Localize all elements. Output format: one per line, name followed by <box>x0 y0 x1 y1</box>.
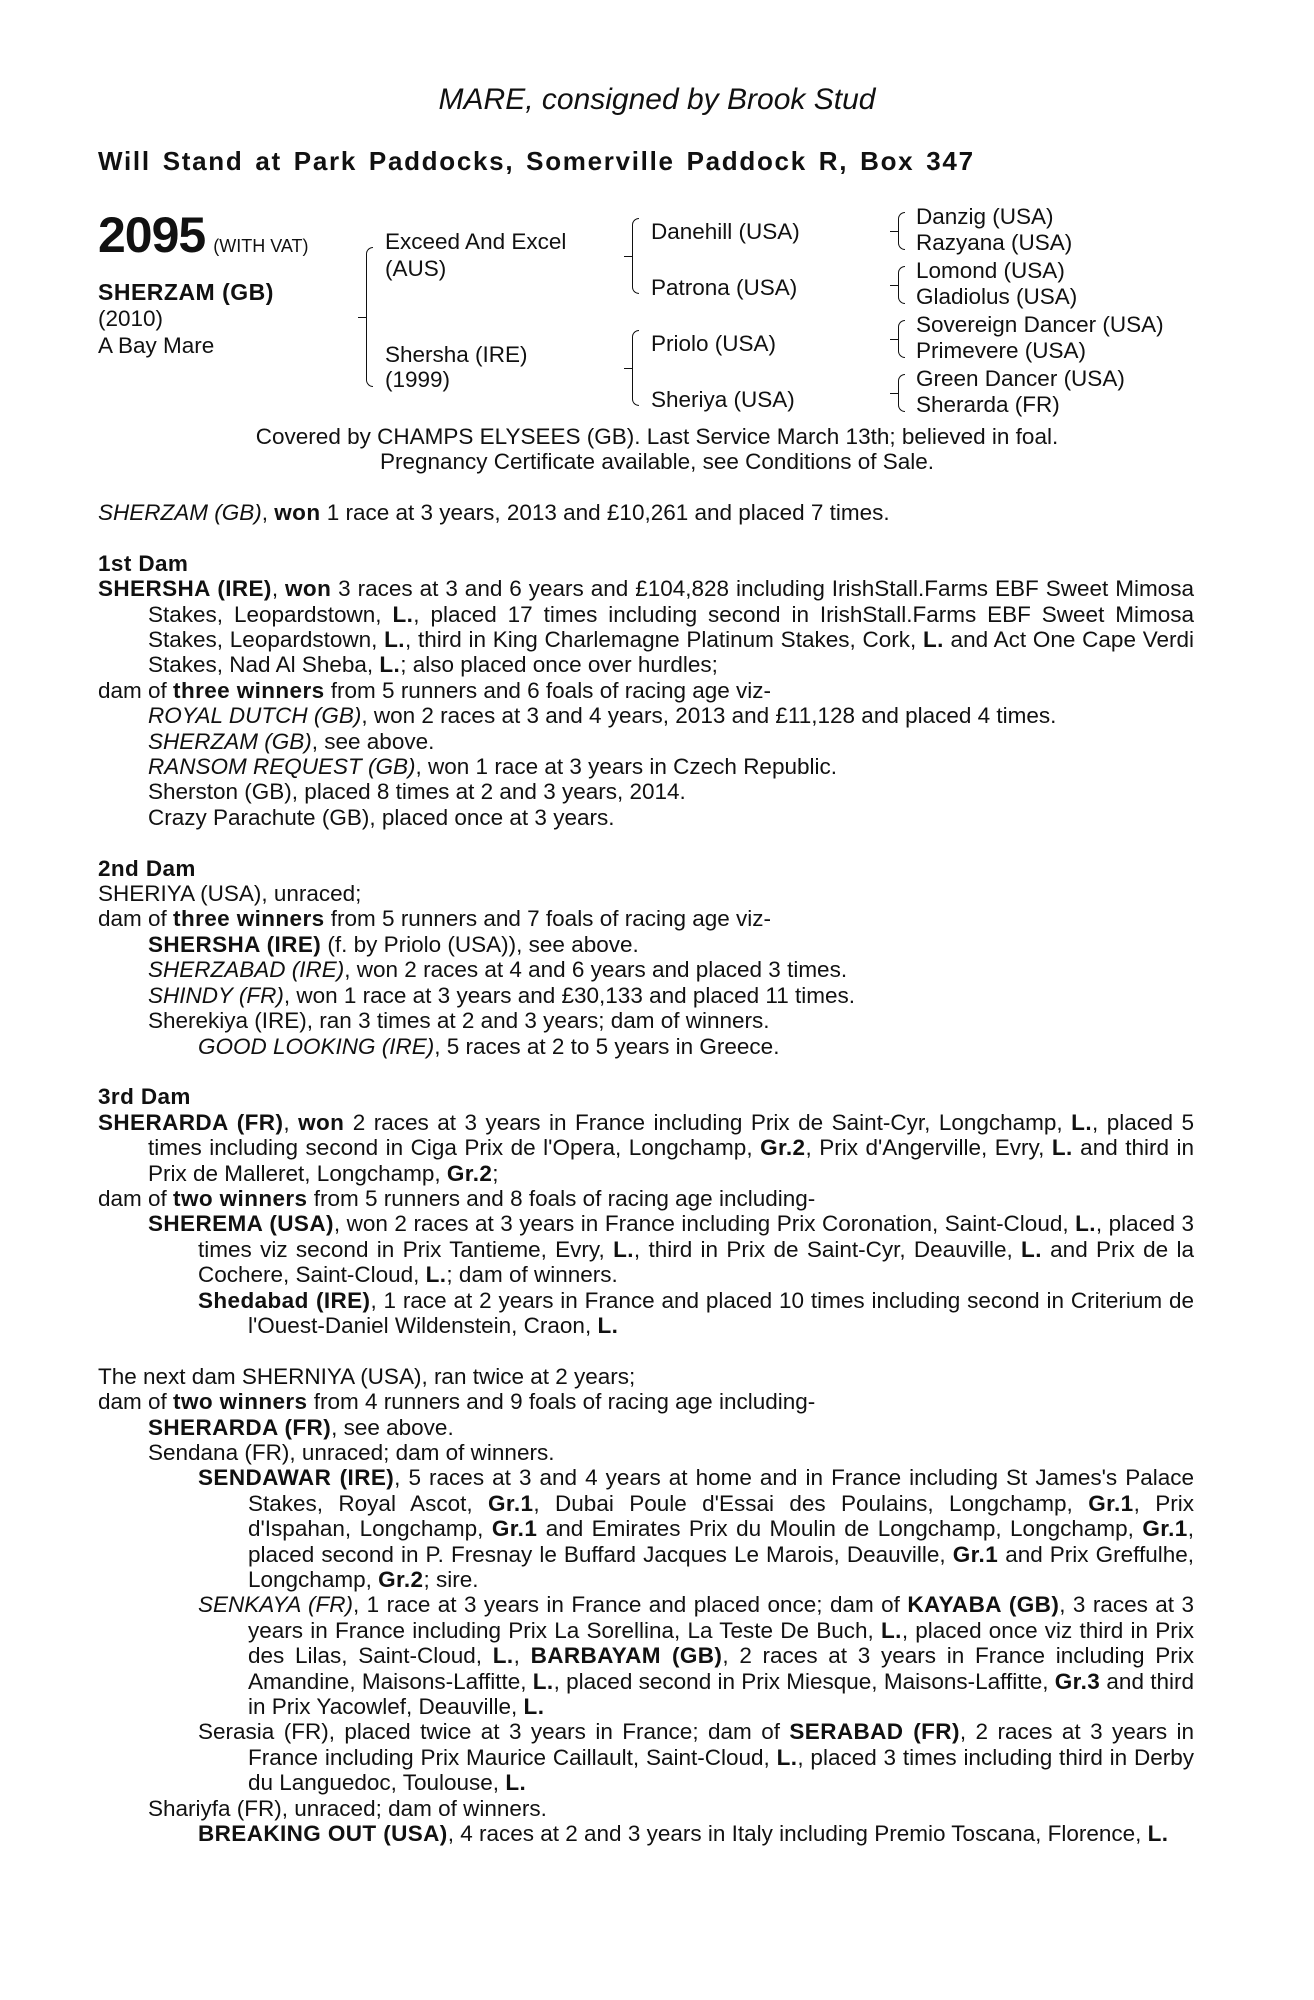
first-dam-won: won <box>285 576 332 602</box>
text: and Prix de la Cochere, Saint-Cloud, <box>198 1236 1194 1288</box>
third-dam-heading: 3rd Dam <box>98 1084 191 1110</box>
sire-line-brace <box>632 218 639 294</box>
dam-of-winners: two winners <box>173 1185 308 1211</box>
intro-won: won <box>274 500 321 525</box>
text: Serasia (FR), placed twice at 3 years in France; dam of <box>198 1719 790 1745</box>
group-mark: Gr.3 <box>1054 1668 1101 1694</box>
horse-year: (2010) <box>98 306 164 332</box>
dam-of-winners: two winners <box>173 1389 308 1415</box>
progeny-item: Sherekiya (IRE), ran 3 times at 2 and 3 years; dam of winners. <box>148 1008 770 1034</box>
text: , 3 races at 3 years in France including Prix La Sorellina, La Teste De Buch, <box>248 1592 1194 1643</box>
pedigree-dam-year: (1999) <box>385 367 451 392</box>
text: , Prix d'Ispahan, Longchamp, <box>248 1490 1194 1542</box>
text: , Dubai Poule d'Essai des Poulains, Longchamp, <box>533 1490 1089 1516</box>
listed-mark: L. <box>532 1668 554 1694</box>
sire-dam-brace <box>366 247 373 387</box>
covering-line-1: Covered by CHAMPS ELYSEES (GB). Last Service March 13th; believed in foal. <box>255 424 1059 449</box>
text: , placed second in Prix Miesque, Maisons-Laffitte, <box>553 1668 1055 1694</box>
first-dam-text: and Act One Cape Verdi Stakes, Nad Al Sheba, <box>148 627 1194 678</box>
progeny-item <box>98 957 1194 982</box>
pedigree-dss: Sovereign Dancer (USA) <box>916 312 1164 337</box>
progeny-text: (f. by Priolo (USA)), see above. <box>321 931 639 957</box>
brace-1 <box>898 212 905 250</box>
listed-mark: L. <box>523 1694 545 1720</box>
listed-mark: L. <box>1147 1821 1169 1847</box>
pedigree-sire: Exceed And Excel (AUS) <box>385 229 567 281</box>
progeny-name: SHINDY (FR) <box>148 982 284 1008</box>
progeny-text: , won 2 races at 3 and 4 years, 2013 and £11,128 and placed 4 times. <box>361 703 1057 729</box>
dam-of-text: dam of <box>98 1389 174 1415</box>
group-mark: Gr.2 <box>378 1567 424 1592</box>
progeny-item <box>98 754 1194 779</box>
dam-of-text: from 4 runners and 9 foals of racing age including- <box>307 1389 816 1415</box>
dam-of-text: from 5 runners and 6 foals of racing age viz- <box>324 677 772 703</box>
pedigree-sire-dam: Patrona (USA) <box>651 275 798 300</box>
third-dam-won: won <box>298 1109 345 1135</box>
next-dam-line: The next dam SHERNIYA (USA), ran twice at 2 years; <box>98 1363 636 1389</box>
pedigree-ddd: Sherarda (FR) <box>916 392 1060 417</box>
progeny-name: SERABAD (FR) <box>789 1719 960 1745</box>
progeny-item <box>98 1415 1194 1440</box>
third-dam-section: 3rd Dam SHERARDA (FR), won 2 races at 3 years in France including Prix de Saint-Cyr, Longchamp, L., placed 5 times including second in Ciga Prix de l'Opera, Longchamp, Gr.2, Prix d'Angerville, Evry, L. and third in Prix de Malleret, Longchamp, Gr.2; dam of two winners from 5 runners and 8 foals of racing age including- SHEREMA (USA), won 2 races at 3 years in France including Prix Coronation, Saint-Cloud, L., placed 3 times viz second in Prix Tantieme, Evry, L., third in Prix de Saint-Cyr, Deauville, L. and Prix de la Cochere, Saint-Cloud, L.; dam of winners. Shedabad (IRE), 1 race at 2 years in France and placed 10 times including second in Criterium de l'Ouest-Daniel Wildenstein, Craon, L. <box>98 1084 1195 1338</box>
group-mark: Gr.2 <box>446 1160 493 1186</box>
listed-mark: L. <box>492 1643 514 1669</box>
progeny-name: SHERARDA (FR) <box>148 1414 332 1440</box>
progeny-item: Crazy Parachute (GB), placed once at 3 years. <box>148 804 615 830</box>
progeny-text: , won 1 race at 3 years in Czech Republic. <box>415 754 837 780</box>
intro-name: SHERZAM (GB) <box>98 500 262 525</box>
text: , 1 race at 2 years in France and placed 10 times including second in Criterium de l'Ouest-Daniel Wildenstein, Craon, <box>248 1287 1194 1338</box>
first-dam-text: ; also placed once over hurdles; <box>400 652 718 678</box>
text: , <box>513 1643 531 1669</box>
progeny-item <box>98 1465 1194 1592</box>
catalogue-body <box>98 500 1194 1872</box>
group-mark: Gr.2 <box>760 1135 806 1161</box>
pedigree-dds: Green Dancer (USA) <box>916 366 1125 391</box>
listed-mark: L. <box>776 1744 798 1770</box>
text: , 1 race at 3 years in France and placed once; dam of <box>352 1592 908 1618</box>
first-dam-name: SHERSHA (IRE) <box>98 576 272 602</box>
next-dam-section <box>98 1364 1194 1847</box>
progeny-name: SENKAYA (FR) <box>198 1592 353 1618</box>
text: ; <box>492 1160 499 1186</box>
lot-block <box>98 207 358 359</box>
progeny-item <box>98 1821 1194 1846</box>
text: , placed once viz third in Prix des Lilas, Saint-Cloud, <box>248 1617 1194 1669</box>
dam-of-winners: three winners <box>173 906 325 932</box>
text: and Prix Greffulhe, Longchamp, <box>248 1541 1194 1592</box>
group-mark: Gr.1 <box>488 1490 534 1516</box>
listed-mark: L. <box>505 1770 527 1796</box>
listed-mark: L. <box>425 1262 447 1288</box>
progeny-name: SHEREMA (USA) <box>148 1211 334 1237</box>
listed-mark: L. <box>613 1236 634 1262</box>
progeny-name: SHERSHA (IRE) <box>148 931 322 957</box>
horse-description: A Bay Mare <box>98 333 215 359</box>
first-dam-text: , placed 17 times including second in IrishStall.Farms EBF Sweet Mimosa Stakes, Leopardstown, <box>148 601 1194 653</box>
text: and third in Prix Yacowlef, Deauville, <box>248 1668 1194 1720</box>
text: , see above. <box>331 1414 454 1440</box>
text: , 2 races at 3 years in France including Prix Maurice Caillault, Saint-Cloud, <box>248 1719 1195 1770</box>
text: , 5 races at 3 and 4 years at home and in France including St James's Palace Stakes, Royal Ascot, <box>248 1465 1195 1516</box>
listed-mark: L. <box>392 601 414 627</box>
group-mark: Gr.1 <box>1088 1490 1134 1516</box>
listed-mark: L. <box>923 627 944 653</box>
first-dam-heading: 1st Dam <box>98 550 189 576</box>
progeny-text: , won 1 race at 3 years and £30,133 and placed 11 times. <box>283 982 856 1008</box>
progeny-item <box>98 1288 1194 1339</box>
pedigree-ssd: Razyana (USA) <box>916 230 1073 255</box>
group-mark: Gr.1 <box>491 1516 538 1542</box>
group-mark: Gr.1 <box>952 1541 999 1567</box>
first-dam-section: 1st Dam SHERSHA (IRE), won 3 races at 3 and 6 years and £104,828 including IrishStall.Farms EBF Sweet Mimosa Stakes, Leopardstown, L., placed 17 times including second in IrishStall.Farms EBF Sweet Mimosa Stakes, Leopardstown, L., third in King Charlemagne Platinum Stakes, Cork, L. and Act One Cape Verdi Stakes, Nad Al Sheba, L.; also placed once over hurdles; dam of three winners from 5 runners and 6 foals of racing age viz- ROYAL DUTCH (GB), won 2 races at 3 and 4 years, 2013 and £11,128 and placed 4 times. SHERZAM (GB), see above. RANSOM REQUEST (GB), won 1 race at 3 years in Czech Republic. Sherston (GB), placed 8 times at 2 and 3 years, 2014. Crazy Parachute (GB), placed once at 3 years. <box>98 550 1194 830</box>
text: , won 2 races at 3 years in France including Prix Coronation, Saint-Cloud, <box>333 1211 1076 1237</box>
text: , placed 3 times including third in Derby du Languedoc, Toulouse, <box>248 1744 1194 1796</box>
first-dam-text: 3 races at 3 and 6 years and £104,828 including IrishStall.Farms EBF Sweet Mimosa Stakes, Leopardstown, <box>148 576 1194 627</box>
brace-4 <box>898 374 905 412</box>
progeny-item <box>98 703 1194 728</box>
listed-mark: L. <box>597 1312 619 1338</box>
progeny-item <box>98 983 1194 1008</box>
progeny-item <box>98 1034 1194 1059</box>
intro-text: 1 race at 3 years, 2013 and £10,261 and placed 7 times. <box>320 500 890 525</box>
text: , 4 races at 2 and 3 years in Italy including Premio Toscana, Florence, <box>447 1821 1148 1847</box>
progeny-text: , won 2 races at 4 and 6 years and placed 3 times. <box>344 957 848 983</box>
dam-of-text: dam of <box>98 677 174 703</box>
listed-mark: L. <box>1075 1211 1096 1237</box>
progeny-item: Sendana (FR), unraced; dam of winners. <box>148 1439 555 1465</box>
listed-mark: L. <box>379 652 401 678</box>
progeny-name: BARBAYAM (GB) <box>530 1643 723 1669</box>
listed-mark: L. <box>881 1617 902 1643</box>
covering-line-2: Pregnancy Certificate available, see Conditions of Sale. <box>379 449 935 474</box>
second-dam-heading: 2nd Dam <box>98 855 196 881</box>
listed-mark: L. <box>1051 1135 1073 1161</box>
dam-of-text: dam of <box>98 906 174 932</box>
progeny-name: SHERZABAD (IRE) <box>148 957 345 983</box>
progeny-text: , 5 races at 2 to 5 years in Greece. <box>434 1033 780 1059</box>
second-dam-line: SHERIYA (USA), unraced; <box>98 881 362 907</box>
pedigree-dam: Shersha (IRE) <box>385 342 528 367</box>
progeny-item <box>98 1719 1194 1795</box>
progeny-name: BREAKING OUT (USA) <box>198 1821 448 1847</box>
text: , placed 3 times viz second in Prix Tantieme, Evry, <box>198 1211 1194 1262</box>
progeny-item: Shariyfa (FR), unraced; dam of winners. <box>148 1795 547 1821</box>
pedigree-sdd: Gladiolus (USA) <box>916 284 1078 309</box>
dam-of-text: dam of <box>98 1185 174 1211</box>
vat-label: (WITH VAT) <box>213 236 309 256</box>
text: , 2 races at 3 years in France including Prix Amandine, Maisons-Laffitte, <box>248 1643 1194 1694</box>
text: and Emirates Prix du Moulin de Longchamp, Longchamp, <box>537 1516 1143 1542</box>
listed-mark: L. <box>1021 1236 1042 1262</box>
text: , Prix d'Angerville, Evry, <box>805 1135 1052 1161</box>
progeny-name: Shedabad (IRE) <box>198 1287 371 1313</box>
pedigree-dam-sire: Priolo (USA) <box>651 331 777 356</box>
dam-of-text: from 5 runners and 7 foals of racing age viz- <box>324 906 772 932</box>
pedigree-dsd: Primevere (USA) <box>916 338 1087 363</box>
progeny-name: SENDAWAR (IRE) <box>198 1465 395 1491</box>
group-mark: Gr.1 <box>1142 1516 1188 1542</box>
progeny-name: GOOD LOOKING (IRE) <box>198 1033 435 1059</box>
pedigree-sss: Danzig (USA) <box>916 204 1054 229</box>
text: and third in Prix de Malleret, Longchamp, <box>148 1135 1194 1186</box>
progeny-text: , see above. <box>311 728 435 754</box>
listed-mark: L. <box>384 627 405 653</box>
brace-3 <box>898 320 905 358</box>
pedigree-dam-dam: Sheriya (USA) <box>651 387 795 412</box>
text: , third in Prix de Saint-Cyr, Deauville, <box>633 1236 1022 1262</box>
text: 2 races at 3 years in France including Prix de Saint-Cyr, Longchamp, <box>344 1109 1072 1135</box>
brace-2 <box>898 266 905 304</box>
progeny-name: RANSOM REQUEST (GB) <box>148 754 416 780</box>
progeny-name: ROYAL DUTCH (GB) <box>148 703 362 729</box>
intro-section: SHERZAM (GB), won 1 race at 3 years, 2013 and £10,261 and placed 7 times. <box>98 500 890 525</box>
dam-of-winners: three winners <box>173 677 325 703</box>
lot-number: 2095 <box>98 207 206 263</box>
text: ; dam of winners. <box>446 1262 618 1288</box>
first-dam-text: , third in King Charlemagne Platinum Stakes, Cork, <box>404 627 923 653</box>
standing-location: Will Stand at Park Paddocks, Somerville Paddock R, Box 347 <box>98 146 975 176</box>
pedigree-sds: Lomond (USA) <box>916 258 1065 283</box>
progeny-item: Sherston (GB), placed 8 times at 2 and 3 years, 2014. <box>148 779 686 805</box>
dam-of-text: from 5 runners and 8 foals of racing age including- <box>307 1185 816 1211</box>
second-dam-section <box>98 856 1194 1059</box>
horse-name: SHERZAM (GB) <box>98 279 274 305</box>
progeny-name: KAYABA (GB) <box>907 1592 1060 1618</box>
text: , placed 5 times including second in Ciga Prix de l'Opera, Longchamp, <box>148 1109 1195 1161</box>
text: , placed second in P. Fresnay le Buffard Jacques Le Marois, Deauville, <box>248 1516 1194 1567</box>
dam-line-brace <box>632 330 639 406</box>
text: ; sire. <box>423 1567 479 1592</box>
page-title: MARE, consigned by Brook Stud <box>438 83 876 116</box>
progeny-item <box>98 729 1194 754</box>
covering-note <box>0 424 1314 474</box>
pedigree-sire-sire: Danehill (USA) <box>651 219 800 244</box>
progeny-item <box>98 932 1194 957</box>
third-dam-name: SHERARDA (FR) <box>98 1109 284 1135</box>
listed-mark: L. <box>1071 1109 1092 1135</box>
progeny-item <box>98 1211 1194 1287</box>
progeny-item <box>98 1592 1194 1719</box>
progeny-name: SHERZAM (GB) <box>148 728 312 754</box>
